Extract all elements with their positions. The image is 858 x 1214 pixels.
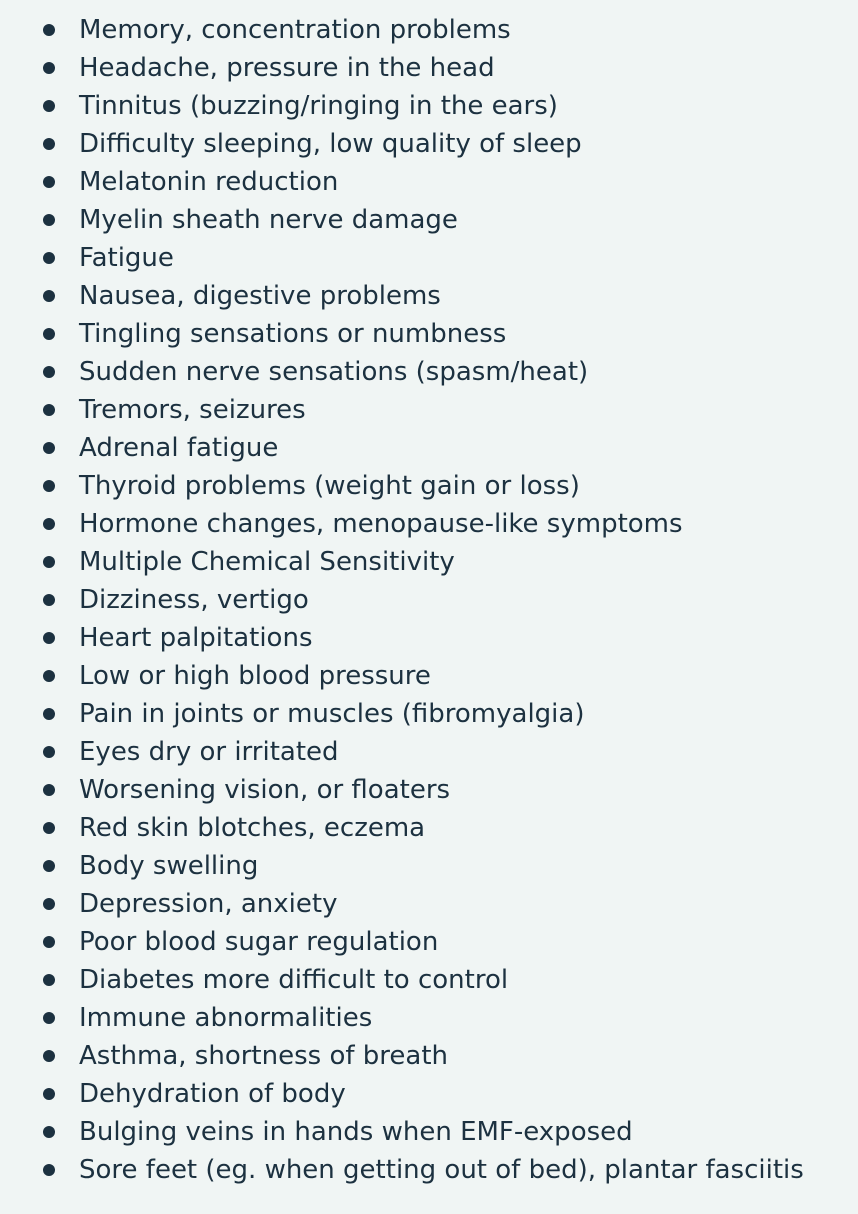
list-item-text: Depression, anxiety [79,889,338,919]
bullet-icon [43,252,55,264]
list-item [0,1037,858,1075]
list-item-text: Thyroid problems (weight gain or loss) [79,471,580,501]
list-item [0,1075,858,1113]
list-item-text: Diabetes more difficult to control [79,965,509,995]
list-item [0,581,858,619]
list-item [0,657,858,695]
list-item-text: Dehydration of body [79,1079,346,1109]
list-item-text: Pain in joints or muscles (fibromyalgia) [79,699,585,729]
list-item-text: Tinnitus (buzzing/ringing in the ears) [79,91,558,121]
list-item-text: Headache, pressure in the head [79,53,495,83]
bullet-icon [43,632,55,644]
list-item [0,1113,858,1151]
list-item [0,619,858,657]
list-item-text: Heart palpitations [79,623,313,653]
list-item-text: Low or high blood pressure [79,661,431,691]
list-item-text: Multiple Chemical Sensitivity [79,547,455,577]
symptom-list [0,11,858,1189]
list-item [0,733,858,771]
list-item-text: Worsening vision, or floaters [79,775,451,805]
list-item [0,239,858,277]
list-item-text: Red skin blotches, eczema [79,813,426,843]
bullet-icon [43,860,55,872]
list-item-text: Memory, concentration problems [79,15,511,45]
list-item [0,961,858,999]
bullet-icon [43,100,55,112]
list-item [0,49,858,87]
bullet-icon [43,1126,55,1138]
bullet-icon [43,1050,55,1062]
bullet-icon [43,404,55,416]
bullet-icon [43,594,55,606]
list-item-text: Adrenal fatigue [79,433,279,463]
list-item [0,771,858,809]
list-item-text: Dizziness, vertigo [79,585,309,615]
bullet-icon [43,556,55,568]
list-item-text: Fatigue [79,243,174,273]
bullet-icon [43,670,55,682]
list-item-text: Tingling sensations or numbness [79,319,507,349]
list-item [0,353,858,391]
list-item [0,999,858,1037]
bullet-icon [43,290,55,302]
list-item [0,847,858,885]
list-item [0,543,858,581]
bullet-icon [43,442,55,454]
bullet-icon [43,138,55,150]
list-item [0,429,858,467]
list-item-text: Bulging veins in hands when EMF-exposed [79,1117,633,1147]
bullet-icon [43,1088,55,1100]
list-item-text: Body swelling [79,851,259,881]
list-item-text: Nausea, digestive problems [79,281,441,311]
list-item [0,809,858,847]
bullet-icon [43,746,55,758]
list-item [0,125,858,163]
bullet-icon [43,822,55,834]
list-item-text: Melatonin reduction [79,167,339,197]
bullet-icon [43,480,55,492]
list-item-text: Asthma, shortness of breath [79,1041,448,1071]
bullet-icon [43,518,55,530]
bullet-icon [43,898,55,910]
bullet-icon [43,936,55,948]
list-item [0,505,858,543]
bullet-icon [43,328,55,340]
list-item [0,467,858,505]
list-item [0,277,858,315]
list-item [0,1151,858,1189]
list-item-text: Sore feet (eg. when getting out of bed), plantar fasciitis [79,1155,804,1185]
list-item [0,923,858,961]
bullet-icon [43,974,55,986]
list-item-text: Difficulty sleeping, low quality of sleep [79,129,582,159]
list-item-text: Eyes dry or irritated [79,737,339,767]
list-item [0,315,858,353]
bullet-icon [43,708,55,720]
list-item-text: Poor blood sugar regulation [79,927,439,957]
bullet-icon [43,1012,55,1024]
list-item-text: Tremors, seizures [79,395,306,425]
bullet-icon [43,784,55,796]
list-item-text: Sudden nerve sensations (spasm/heat) [79,357,589,387]
bullet-icon [43,176,55,188]
bullet-icon [43,214,55,226]
list-item [0,885,858,923]
bullet-icon [43,1164,55,1176]
bullet-icon [43,62,55,74]
list-item [0,391,858,429]
bullet-icon [43,366,55,378]
list-item [0,163,858,201]
list-item [0,695,858,733]
bullet-icon [43,24,55,36]
list-item [0,11,858,49]
list-item-text: Immune abnormalities [79,1003,373,1033]
list-item-text: Hormone changes, menopause-like symptoms [79,509,683,539]
list-item-text: Myelin sheath nerve damage [79,205,458,235]
list-item [0,201,858,239]
list-item [0,87,858,125]
